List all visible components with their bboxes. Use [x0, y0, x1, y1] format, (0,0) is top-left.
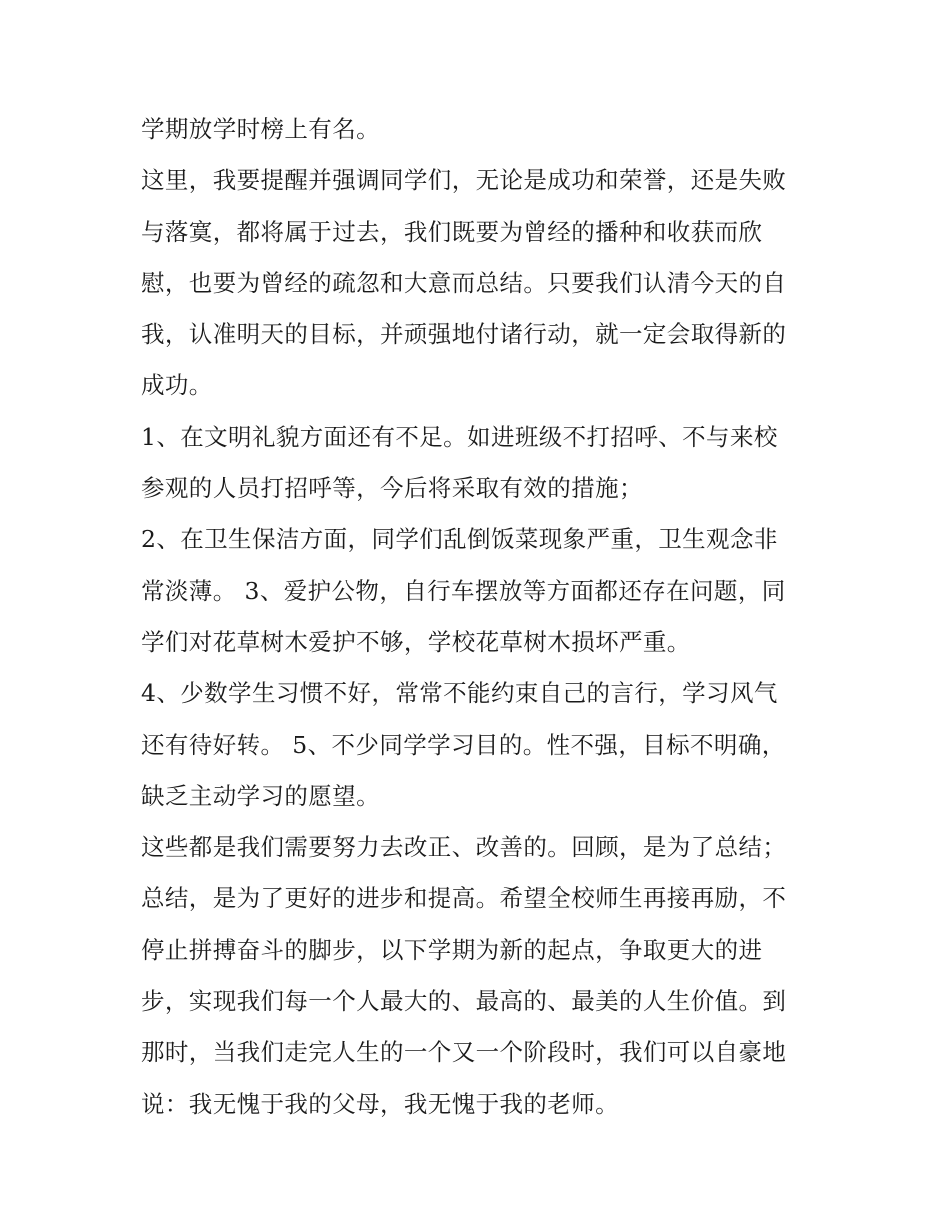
- text-line: 与落寞，都将属于过去，我们既要为曾经的播种和收获而欣: [141, 217, 763, 246]
- text-line: 4、少数学生习惯不好，常常不能约束自己的言行，学习风气: [141, 679, 778, 708]
- text-line: 总结，是为了更好的进步和提高。希望全校师生再接再励，不: [141, 884, 787, 913]
- text-line: 步，实现我们每一个人最大的、最高的、最美的人生价值。到: [141, 987, 787, 1016]
- text-line: 停止拼搏奋斗的脚步，以下学期为新的起点，争取更大的进: [141, 935, 763, 964]
- text-line: 2、在卫生保洁方面，同学们乱倒饭菜现象严重，卫生观念非: [141, 525, 778, 554]
- text-line: 学期放学时榜上有名。: [141, 115, 380, 143]
- text-line: 参观的人员打招呼等，今后将采取有效的措施；: [141, 474, 643, 503]
- text-line: 1、在文明礼貌方面还有不足。如进班级不打招呼、不与来校: [141, 422, 778, 451]
- text-line: 学们对花草树木爱护不够，学校花草树木损坏严重。: [141, 627, 691, 656]
- text-line: 这些都是我们需要努力去改正、改善的。回顾，是为了总结；: [141, 833, 787, 862]
- text-line: 我，认准明天的目标，并顽强地付诸行动，就一定会取得新的: [141, 320, 787, 349]
- text-line: 那时，当我们走完人生的一个又一个阶段时，我们可以自豪地: [141, 1038, 787, 1067]
- text-line: 慰，也要为曾经的疏忽和大意而总结。只要我们认清今天的自: [141, 268, 787, 297]
- text-line: 还有待好转。 5、不少同学学习目的。性不强，目标不明确，: [141, 730, 786, 759]
- text-line: 说：我无愧于我的父母，我无愧于我的老师。: [141, 1089, 619, 1118]
- text-line: 这里，我要提醒并强调同学们，无论是成功和荣誉，还是失败: [141, 166, 787, 195]
- text-line: 成功。: [141, 371, 213, 400]
- text-line: 缺乏主动学习的愿望。: [141, 781, 380, 810]
- document-body: [141, 104, 821, 1130]
- text-line: 常淡薄。 3、爱护公物，自行车摆放等方面都还存在问题，同: [141, 576, 786, 605]
